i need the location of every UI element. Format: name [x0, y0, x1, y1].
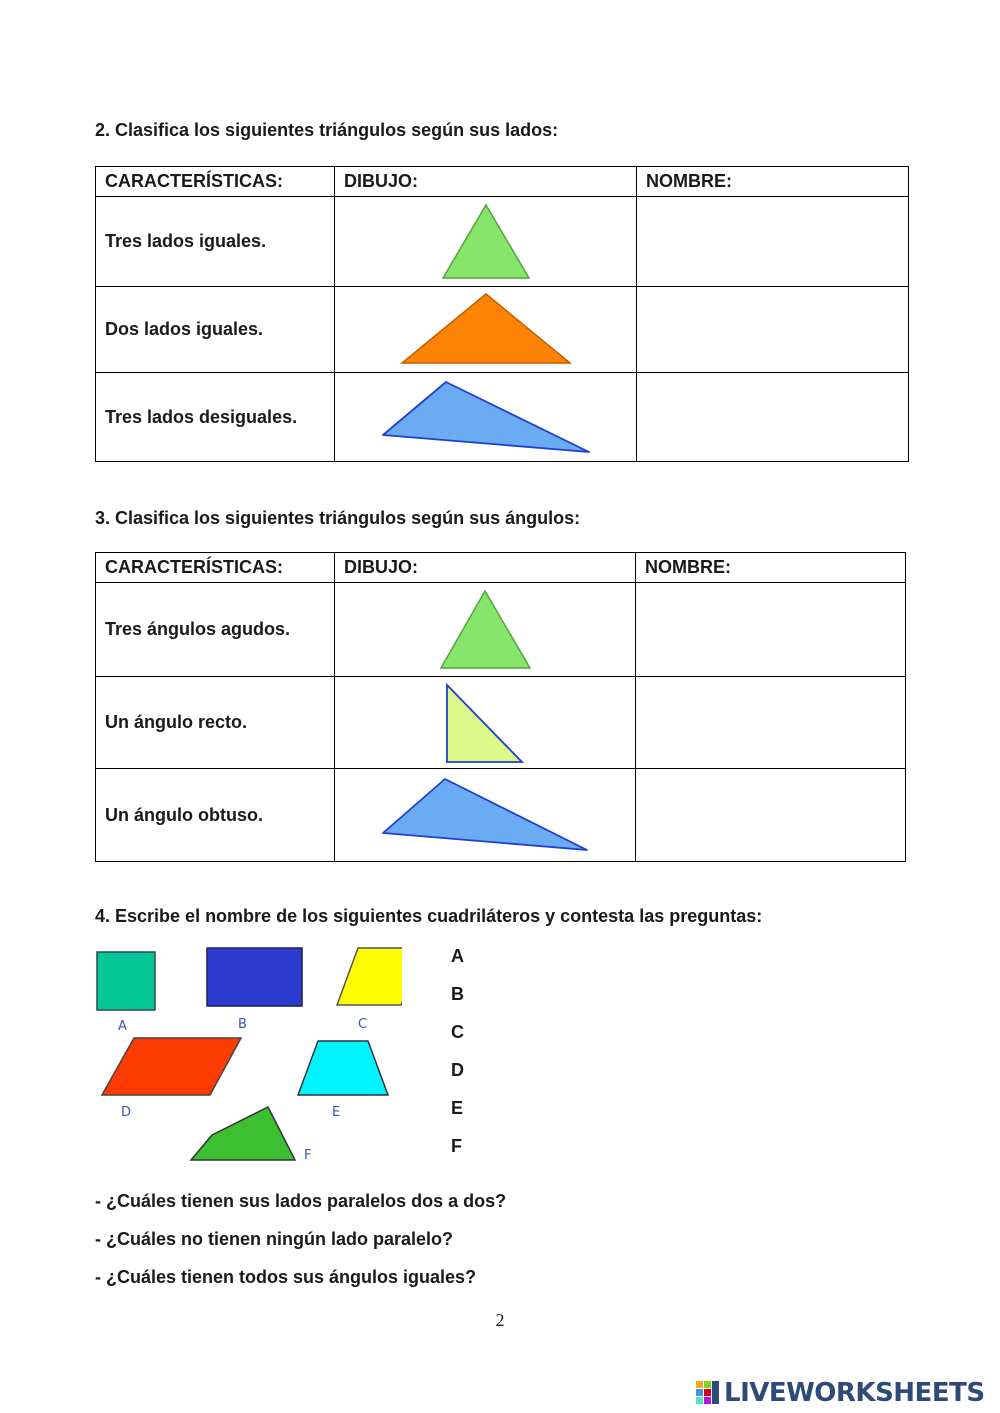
answer-cell[interactable] — [637, 373, 909, 462]
header-name: NOMBRE: — [637, 167, 909, 197]
shape-label-c: C — [358, 1017, 368, 1032]
question-3: - ¿Cuáles tienen todos sus ángulos iguales? — [95, 1267, 477, 1287]
header-characteristics: CARACTERÍSTICAS: — [96, 167, 335, 197]
table-row — [96, 769, 906, 862]
answer-letter-c: C — [451, 1022, 464, 1042]
liveworksheets-logo-icon — [696, 1381, 720, 1405]
question-1: - ¿Cuáles tienen sus lados paralelos dos a dos? — [95, 1191, 507, 1211]
shape-label-b: B — [238, 1017, 247, 1032]
table-row — [96, 583, 906, 677]
scalene-triangle-icon — [335, 373, 637, 461]
characteristic-cell: Tres lados desiguales. — [96, 373, 335, 462]
table-row — [96, 373, 909, 462]
shape-label-a: A — [118, 1019, 127, 1034]
equilateral-triangle-icon — [335, 197, 637, 286]
drawing-cell — [335, 373, 637, 462]
answer-letter-a: A — [451, 946, 464, 966]
characteristic-cell: Tres ángulos agudos. — [96, 583, 335, 677]
answer-cell[interactable] — [637, 197, 909, 287]
answer-letter-e: E — [451, 1098, 464, 1118]
rectangle-shape — [207, 948, 302, 1006]
header-characteristics: CARACTERÍSTICAS: — [96, 553, 335, 583]
question-2: - ¿Cuáles no tienen ningún lado paralelo? — [95, 1229, 454, 1249]
characteristic-cell: Un ángulo obtuso. — [96, 769, 335, 862]
drawing-cell — [335, 677, 636, 769]
drawing-cell — [335, 769, 636, 862]
header-drawing: DIBUJO: — [335, 167, 637, 197]
answer-letter-f: F — [451, 1136, 462, 1156]
characteristic-cell: Dos lados iguales. — [96, 287, 335, 373]
table-row — [96, 677, 906, 769]
shape-label-d: D — [121, 1105, 132, 1120]
answer-cell[interactable] — [637, 287, 909, 373]
shape-label-e: E — [332, 1105, 341, 1120]
page-number: 2 — [495, 1310, 505, 1330]
obtuse-triangle-icon — [335, 769, 636, 861]
answer-letter-list — [451, 946, 464, 1174]
answer-cell[interactable] — [636, 677, 906, 769]
answer-letter-b: B — [451, 984, 464, 1004]
section-2-heading: 2. Clasifica los siguientes triángulos según sus lados: — [95, 120, 559, 140]
triangles-by-sides-table — [95, 166, 909, 462]
characteristic-cell: Un ángulo recto. — [96, 677, 335, 769]
table-header-row — [96, 553, 906, 583]
drawing-cell — [335, 287, 637, 373]
isosceles-triangle-icon — [335, 287, 637, 372]
drawing-cell — [335, 197, 637, 287]
rhomboid-shape — [102, 1038, 241, 1095]
section-4-heading: 4. Escribe el nombre de los siguientes cuadriláteros y contesta las preguntas: — [95, 906, 763, 926]
quadrilaterals-figure — [92, 942, 402, 1167]
answer-letter-d: D — [451, 1060, 464, 1080]
characteristic-cell: Tres lados iguales. — [96, 197, 335, 287]
answer-cell[interactable] — [636, 583, 906, 677]
square-shape — [97, 952, 155, 1010]
drawing-cell — [335, 583, 636, 677]
shape-label-f: F — [304, 1148, 312, 1163]
header-name: NOMBRE: — [636, 553, 906, 583]
acute-triangle-icon — [335, 583, 636, 676]
header-drawing: DIBUJO: — [335, 553, 636, 583]
triangles-by-angles-table — [95, 552, 906, 862]
table-row — [96, 197, 909, 287]
answer-cell[interactable] — [636, 769, 906, 862]
right-triangle-icon — [335, 677, 636, 768]
irregular-quadrilateral-shape — [191, 1107, 295, 1160]
rhombus-shape — [337, 948, 402, 1005]
trapezoid-shape — [298, 1041, 388, 1095]
table-header-row — [96, 167, 909, 197]
brand-text: LIVEWORKSHEETS — [724, 1378, 985, 1408]
table-row — [96, 287, 909, 373]
section-3-heading: 3. Clasifica los siguientes triángulos según sus ángulos: — [95, 508, 581, 528]
brand-logo — [696, 1378, 985, 1408]
